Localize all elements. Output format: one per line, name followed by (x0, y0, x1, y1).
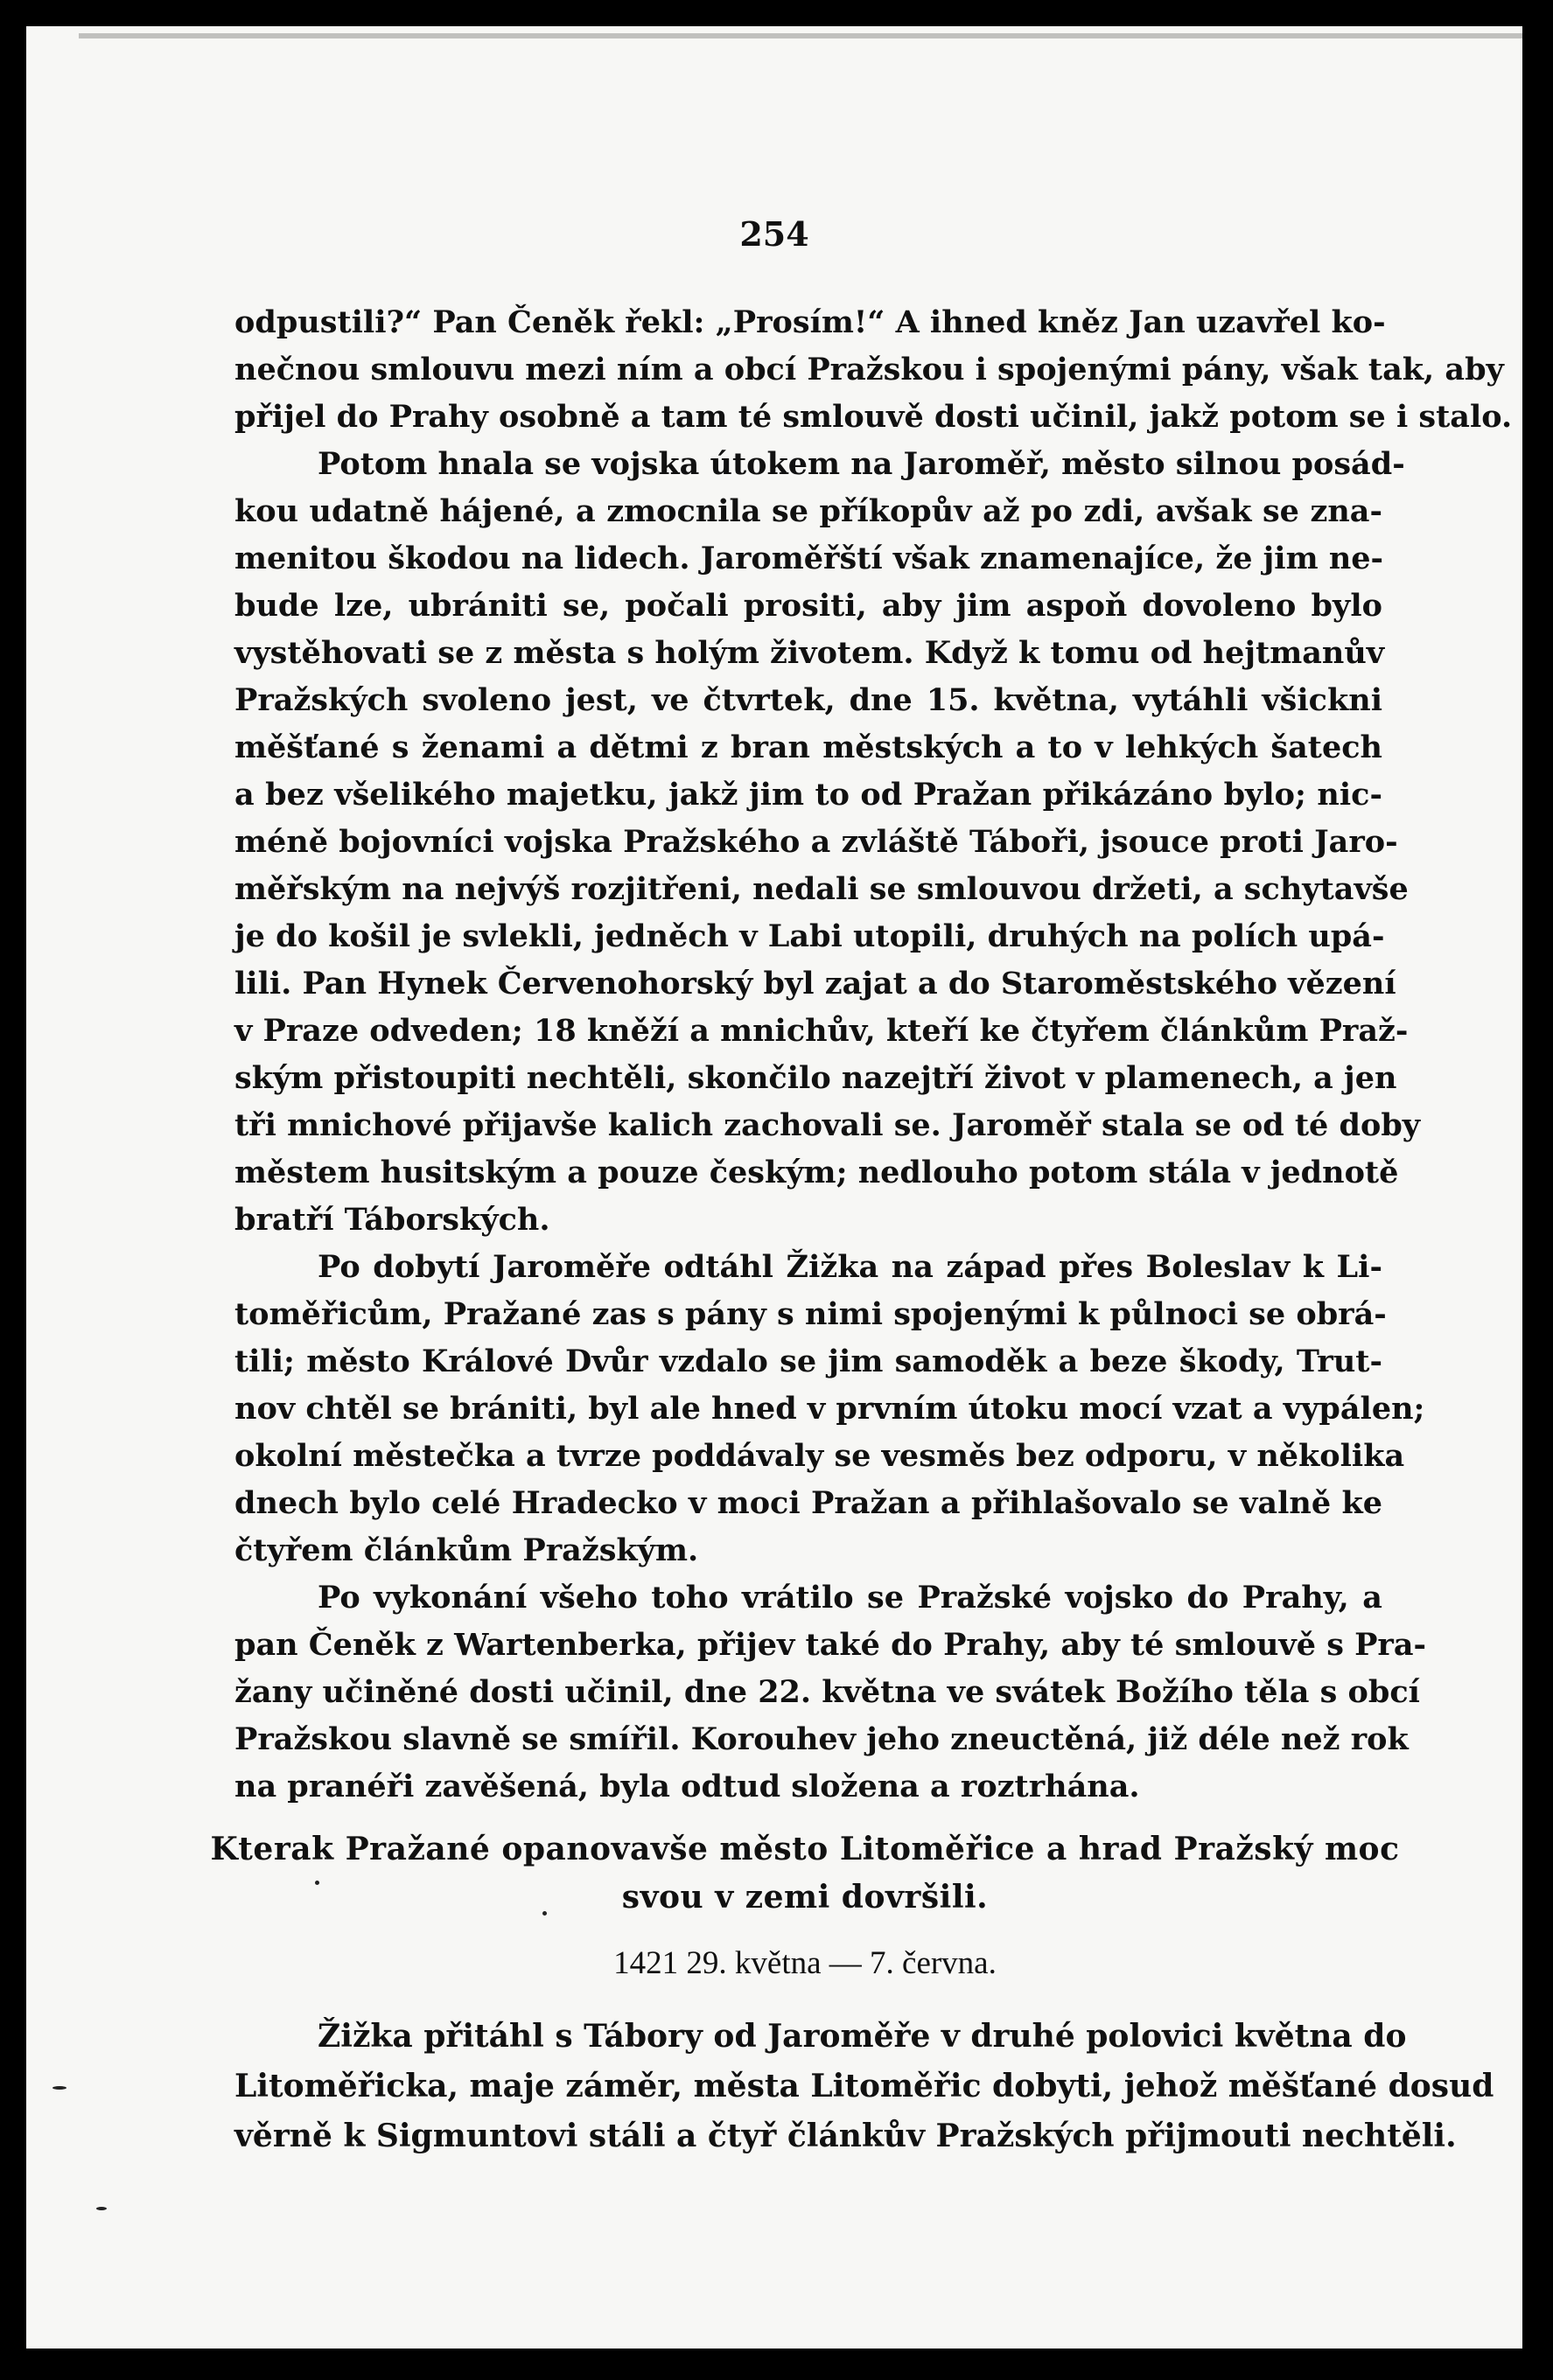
heading-line: svou v zemi dovršili. (621, 1879, 989, 1916)
text-line: okolní městečka a tvrze poddávaly se vesměs bez odporu, v několika (234, 1438, 1405, 1474)
text-line: tili; město Králové Dvůr vzdalo se jim samoděk a beze škody, Trut- (234, 1344, 1382, 1379)
text-line: Pražskou slavně se smířil. Korouhev jeho zneuctěná, již déle než rok (234, 1721, 1409, 1757)
text-line: menitou škodou na lidech. Jaroměřští však znamenajíce, že jim ne- (234, 541, 1384, 576)
text-line: žany učiněné dosti učinil, dne 22. května ve svátek Božího těla s obcí (234, 1674, 1420, 1710)
text-line: měšťané s ženami a dětmi z bran městských a to v lehkých šatech (234, 729, 1382, 765)
scan-speck (96, 2207, 107, 2210)
page-number: 254 (739, 214, 809, 254)
text-line: méně bojovníci vojska Pražského a zvláště Táboři, jsouce proti Jaro- (234, 824, 1398, 860)
text-line: bratří Táborských. (234, 1202, 550, 1238)
text-line: Po vykonání všeho toho vrátilo se Pražské vojsko do Prahy, a (318, 1580, 1382, 1616)
text-line: na pranéři zavěšená, byla odtud složena a roztrhána. (234, 1769, 1140, 1804)
text-line: toměřicům, Pražané zas s pány s nimi spojenými k půlnoci se obrá- (234, 1296, 1387, 1332)
scan-speck (52, 2086, 66, 2090)
text-line: Pražských svoleno jest, ve čtvrtek, dne 15. května, vytáhli všickni (234, 682, 1382, 718)
text-line: tři mnichové přijavše kalich zachovali se. Jaroměř stala se od té doby (234, 1107, 1421, 1143)
text-line: věrně k Sigmuntovi stáli a čtyř článkův Pražských přijmouti nechtěli. (234, 2118, 1457, 2154)
text-line: čtyřem článkům Pražským. (234, 1532, 699, 1568)
text-line: městem husitským a pouze českým; nedlouho potom stála v jednotě (234, 1155, 1399, 1190)
text-line: a bez všelikého majetku, jakž jim to od Pražan přikázáno bylo; nic- (234, 777, 1382, 813)
text-line: bude lze, ubrániti se, počali prositi, aby jim aspoň dovoleno bylo (234, 588, 1382, 624)
scan-speck (315, 1881, 319, 1885)
text-line: Po dobytí Jaroměře odtáhl Žižka na západ přes Boleslav k Li- (318, 1249, 1382, 1285)
scan-speck (542, 1911, 547, 1916)
text-line: Potom hnala se vojska útokem na Jaroměř, město silnou posád- (318, 446, 1405, 482)
text-line: ským přistoupiti nechtěli, skončilo nazejtří život v plamenech, a jen (234, 1060, 1397, 1096)
text-line: vystěhovati se z města s holým životem. Když k tomu od hejtmanův (234, 635, 1385, 671)
section-heading (201, 1825, 1409, 1922)
text-line: je do košil je svlekli, jedněch v Labi utopili, druhých na polích upá- (234, 918, 1385, 954)
section-date: 1421 29. května — 7. června. (613, 1945, 997, 1981)
heading-line: Kterak Pražané opanovavše město Litoměřice a hrad Pražský moc (210, 1831, 1400, 1867)
text-line: přijel do Prahy osobně a tam té smlouvě dosti učinil, jakž potom se i stalo. (234, 399, 1513, 435)
text-line: Žižka přitáhl s Tábory od Jaroměře v druhé polovici května do (318, 2018, 1407, 2055)
text-line: v Praze odveden; 18 kněží a mnichův, kteří ke čtyřem článkům Praž- (234, 1013, 1409, 1049)
text-line: kou udatně hájené, a zmocnila se příkopův až po zdi, avšak se zna- (234, 493, 1382, 529)
text-line: nov chtěl se brániti, byl ale hned v prvním útoku mocí vzat a vypálen; (234, 1391, 1425, 1427)
text-line: pan Čeněk z Wartenberka, přijev také do Prahy, aby té smlouvě s Pra- (234, 1627, 1427, 1663)
text-line: odpustili?“ Pan Čeněk řekl: „Prosím!“ A ihned kněz Jan uzavřel ko- (234, 304, 1386, 340)
text-line: nečnou smlouvu mezi ním a obcí Pražskou i spojenými pány, však tak, aby (234, 352, 1504, 387)
text-line: Litoměřicka, maje záměr, města Litoměřic dobyti, jehož měšťané dosud (234, 2068, 1494, 2104)
body-text (234, 299, 1513, 1811)
text-line: lili. Pan Hynek Červenohorský byl zajat a do Staroměstského vězení (234, 966, 1396, 1002)
section-body-text (234, 2012, 1494, 2161)
text-line: měřským na nejvýš rozjitřeni, nedali se smlouvou držeti, a schytavše (234, 871, 1409, 907)
scan-edge (79, 33, 1522, 38)
scanned-page (26, 26, 1522, 2349)
text-line: dnech bylo celé Hradecko v moci Pražan a přihlašovalo se valně ke (234, 1485, 1382, 1521)
